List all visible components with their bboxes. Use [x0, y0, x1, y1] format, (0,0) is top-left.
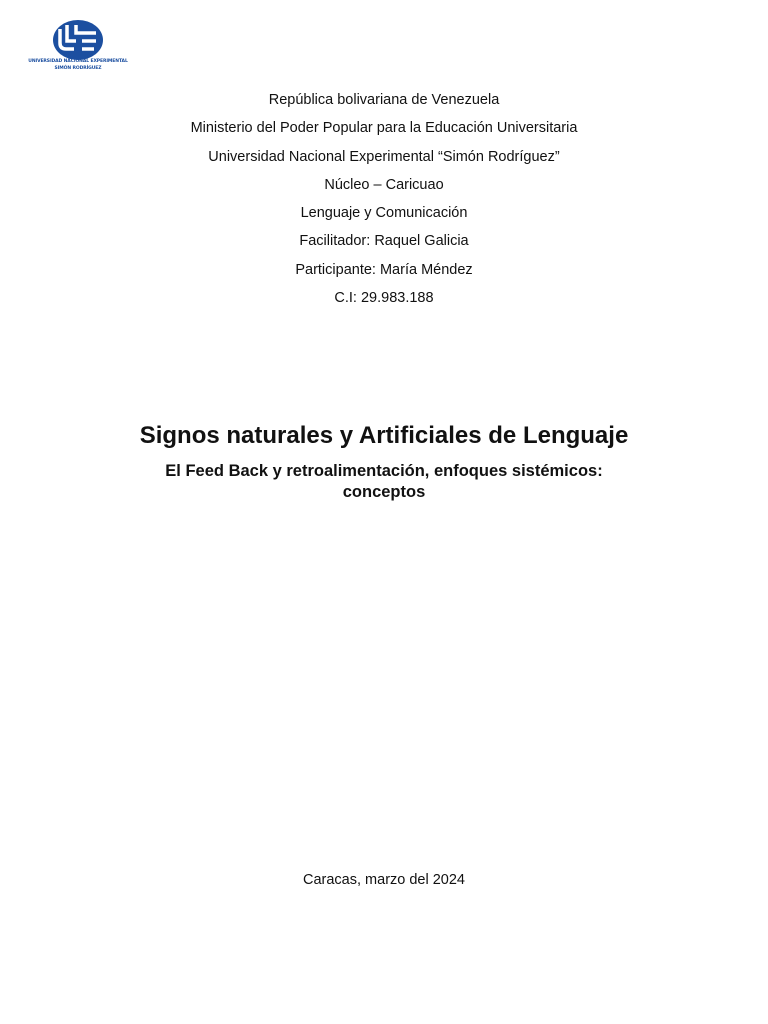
document-title: Signos naturales y Artificiales de Lenguaje [139, 422, 629, 449]
logo-text-line2: SIMÓN RODRÍGUEZ [54, 66, 102, 71]
institutional-header [0, 89, 768, 315]
document-subtitle: El Feed Back y retroalimentación, enfoques sistémicos: conceptos [165, 462, 603, 501]
header-id-number: C.I: 29.983.188 [334, 290, 434, 307]
logo-emblem-icon [52, 19, 104, 61]
header-ministry: Ministerio del Poder Popular para la Educación Universitaria [190, 120, 578, 137]
place-date: Caracas, marzo del 2024 [303, 872, 465, 888]
header-facilitator: Facilitador: Raquel Galicia [299, 233, 469, 250]
header-participant: Participante: María Méndez [295, 261, 473, 278]
university-logo [26, 14, 130, 78]
header-campus: Núcleo – Caricuao [324, 176, 444, 193]
header-course: Lenguaje y Comunicación [300, 205, 468, 222]
header-university: Universidad Nacional Experimental “Simón Rodríguez” [208, 148, 560, 165]
logo-text-line1: UNIVERSIDAD NACIONAL EXPERIMENTAL [28, 59, 128, 64]
header-country: República bolivariana de Venezuela [268, 92, 500, 108]
